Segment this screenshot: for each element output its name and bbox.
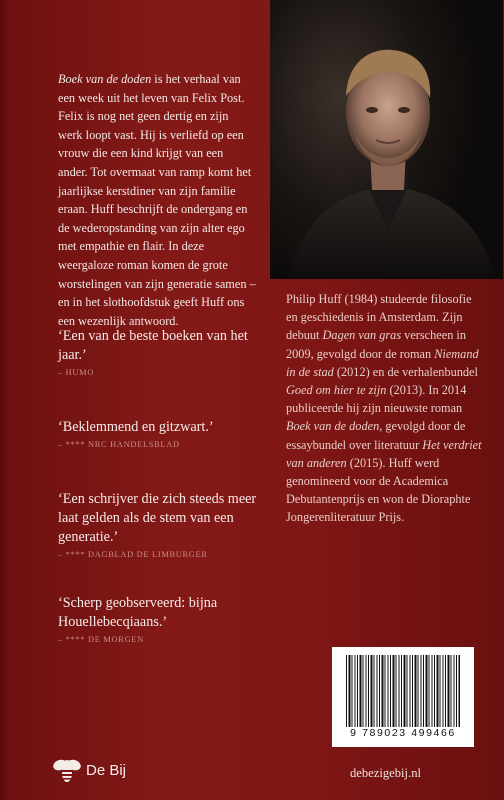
review-quote-4 [58, 594, 273, 644]
bio-book-title: Niemand in de stad [286, 346, 479, 379]
isbn-barcode [332, 647, 474, 747]
isbn-number: 9 789023 499466 [350, 727, 456, 739]
publisher-name: De Bij [86, 761, 127, 779]
bio-text: (2012) en de verhalenbundel [333, 364, 478, 379]
bee-icon [52, 756, 82, 784]
bio-book-title: Dagen van gras [322, 328, 402, 343]
spine-shadow [0, 0, 10, 800]
bio-text: (2015). Huff werd genomineerd voor de Academica Debutantenprijs en won de Dioraphte Jongerenliteratuur Prijs. [286, 455, 471, 525]
quote-text: ‘Scherp geobserveerd: bijna Houellebecqiaans.’ [58, 595, 218, 630]
quote-source: – **** NRC HANDELSBLAD [58, 440, 180, 449]
author-photo [270, 0, 503, 279]
bio-book-title: Boek van de doden [286, 419, 380, 434]
publisher-website[interactable]: debezigebij.nl [350, 766, 421, 780]
bio-text: (2013). In 2014 publiceerde hij zijn nieuwste roman [286, 383, 467, 416]
book-blurb [58, 70, 256, 330]
publisher-logo [52, 756, 126, 784]
blurb-title: Boek van de doden [58, 72, 152, 86]
bio-text: Philip Huff (1984) studeerde filosofie en geschiedenis in Amsterdam. Zijn debuut [286, 292, 472, 343]
author-portrait-illustration [270, 0, 503, 279]
bio-text: verscheen in 2009, gevolgd door de roman [286, 328, 466, 361]
barcode-bars [346, 655, 460, 727]
author-bio [286, 290, 486, 527]
blurb-text: is het verhaal van een week uit het leven van Felix Post. Felix is nog net geen dertig en zijn werk loopt vast. Hij is verliefd op een vrouw die een kind krijgt van een ander. Tot overmaat van ramp komt het jaarlijkse kerstdiner van zijn familie eraan. Huff beschrijft de ondergang en de wederopstanding van zijn alter ego met empathie en flair. In deze weergaloze roman komen de grote worstelingen van zijn generatie samen – en in het slothoofdstuk geeft Huff ons een wezenlijk antwoord. [58, 72, 256, 328]
bio-book-title: Het verdriet van anderen [286, 437, 482, 470]
review-quote-3 [58, 490, 273, 559]
quote-source: – **** DE MORGEN [58, 635, 144, 644]
quote-source: – **** DAGBLAD DE LIMBURGER [58, 550, 208, 559]
review-quote-2 [58, 418, 273, 449]
bio-text: , gevolgd door de essaybundel over literatuur [286, 419, 466, 452]
bio-book-title: Goed om hier te zijn [286, 383, 387, 398]
quote-text: ‘Een van de beste boeken van het jaar.’ [58, 328, 248, 363]
quote-text: ‘Beklemmend en gitzwart.’ [58, 419, 214, 435]
quote-source: – HUMO [58, 368, 95, 377]
quote-text: ‘Een schrijver die zich steeds meer laat gelden als de stem van een generatie.’ [58, 491, 257, 545]
review-quote-1 [58, 327, 273, 377]
